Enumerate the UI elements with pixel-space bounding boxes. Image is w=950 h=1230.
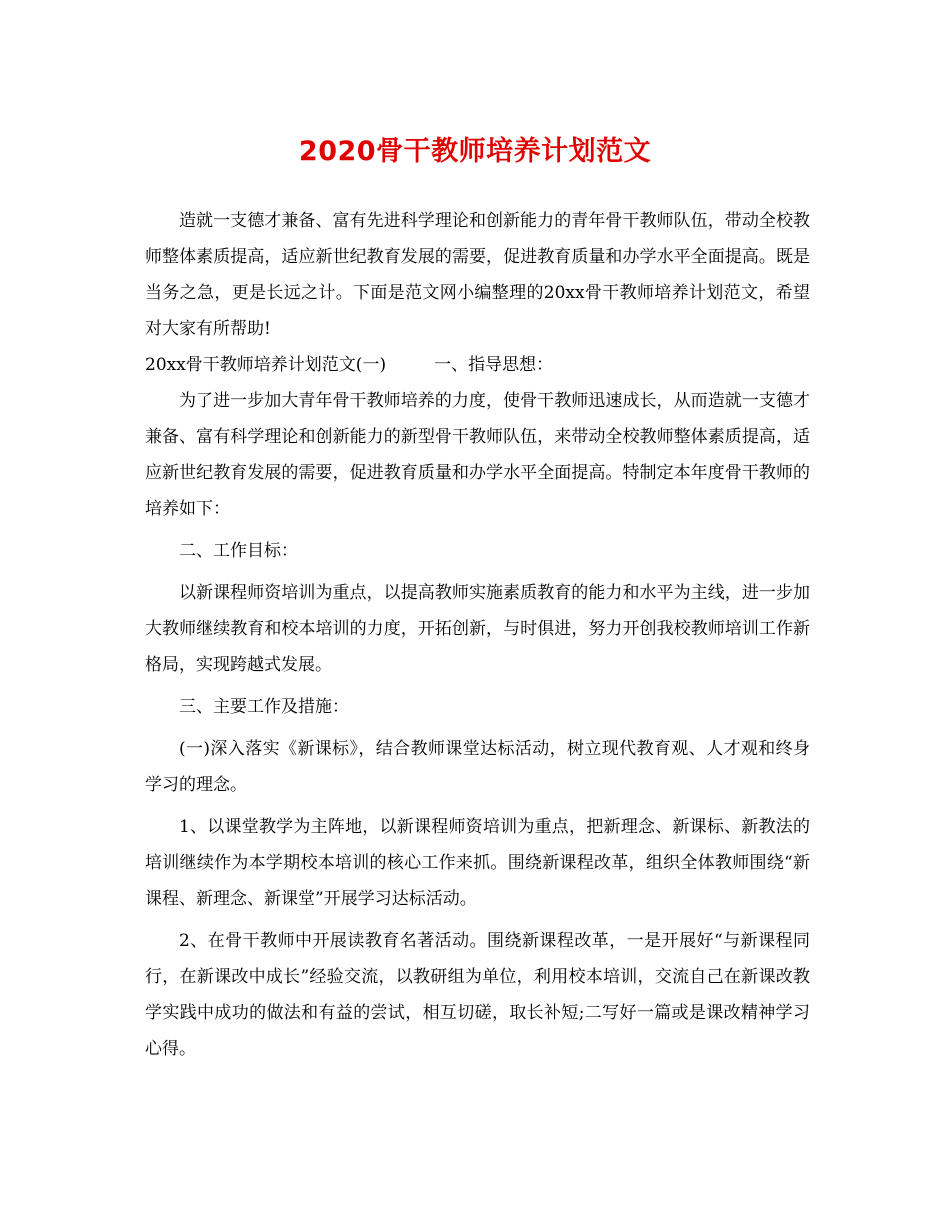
measures-heading: 三、主要工作及措施： — [179, 697, 349, 717]
measure-1-item-1: 1、以课堂教学为主阵地，以新课程师资培训为重点，把新理念、新课标、新教法的培训继续作为本学期校本培训的核心工作来抓。围绕新课程改革，组织全体教师围绕“新课程、新理念、新课堂”开展学习达标活动。 — [145, 817, 810, 909]
work-goal-heading: 二、工作目标： — [179, 541, 298, 561]
section-heading: 20xx骨干教师培养计划范文(一) — [145, 355, 387, 375]
guiding-thought-paragraph: 为了进一步加大青年骨干教师培养的力度，使骨干教师迅速成长，从而造就一支德才兼备、富有科学理论和创新能力的新型骨干教师队伍，来带动全校教师整体素质提高，适应新世纪教育发展的需要，促进教育质量和办学水平全面提高。特制定本年度骨干教师的培养如下： — [145, 391, 810, 519]
section-subheading: 一、指导思想： — [434, 355, 554, 375]
document-body — [145, 203, 810, 1067]
measure-1-item-2: 2、在骨干教师中开展读教育名著活动。围绕新课程改革，一是开展好“与新课程同行，在新课改中成长”经验交流，以教研组为单位，利用校本培训，交流自己在新课改教学实践中成功的做法和有益的尝试，相互切磋，取长补短;二写好一篇或是课改精神学习心得。 — [145, 931, 810, 1059]
document-title: 2020骨干教师培养计划范文 — [298, 136, 652, 167]
work-goal-paragraph: 以新课程师资培训为重点，以提高教师实施素质教育的能力和水平为主线，进一步加大教师继续教育和校本培训的力度，开拓创新，与时俱进，努力开创我校教师培训工作新格局，实现跨越式发展。 — [145, 583, 810, 675]
measure-1-paragraph: (一)深入落实《新课标》，结合教师课堂达标活动，树立现代教育观、人才观和终身学习的理念。 — [145, 739, 810, 795]
intro-paragraph: 造就一支德才兼备、富有先进科学理论和创新能力的青年骨干教师队伍，带动全校教师整体素质提高，适应新世纪教育发展的需要，促进教育质量和办学水平全面提高。既是当务之急，更是长远之计。下面是范文网小编整理的20xx骨干教师培养计划范文，希望对大家有所帮助! — [145, 211, 810, 339]
section-heading-line — [145, 347, 810, 383]
